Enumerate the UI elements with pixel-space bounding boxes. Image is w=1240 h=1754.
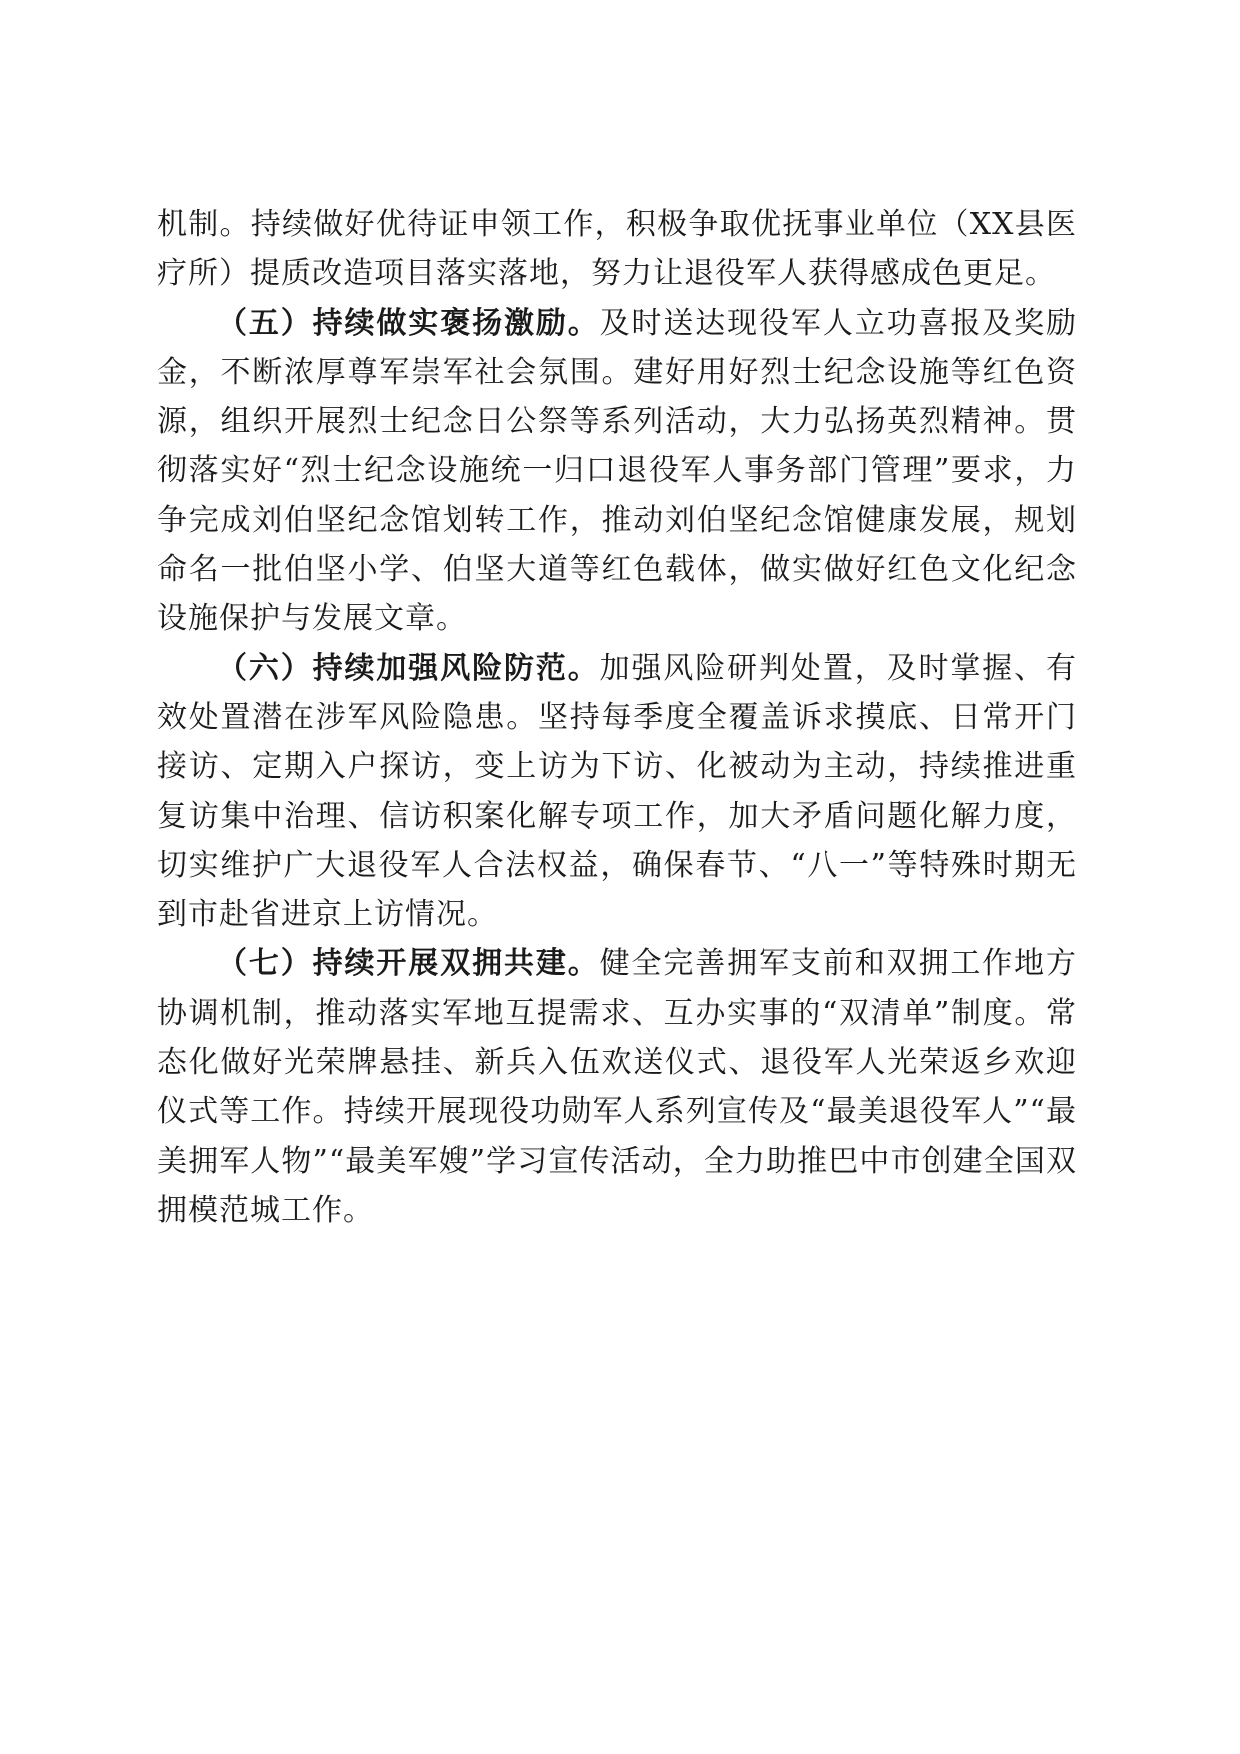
document-body (157, 200, 1077, 1235)
paragraph-body: 机制。持续做好优待证申领工作，积极争取优抚事业单位（XX县医疗所）提质改造项目落实落地，努力让退役军人获得感成色更足。 (157, 207, 1077, 292)
section-heading: （七）持续开展双拥共建。 (217, 946, 600, 982)
paragraph-section-5 (157, 299, 1077, 644)
section-heading: （五）持续做实褒扬激励。 (217, 305, 600, 341)
paragraph-body: 加强风险研判处置，及时掌握、有效处置潜在涉军风险隐患。坚持每季度全覆盖诉求摸底、日常开门接访、定期入户探访，变上访为下访、化被动为主动，持续推进重复访集中治理、信访积案化解专项工作，加大矛盾问题化解力度，切实维护广大退役军人合法权益，确保春节、“八一”等特殊时期无到市赴省进京上访情况。 (157, 650, 1078, 933)
paragraph-body: 健全完善拥军支前和双拥工作地方协调机制，推动落实军地互提需求、互办实事的“双清单”制度。常态化做好光荣牌悬挂、新兵入伍欢送仪式、退役军人光荣返乡欢迎仪式等工作。持续开展现役功勋军人系列宣传及“最美退役军人”“最美拥军人物”“最美军嫂”学习宣传活动，全力助推巴中市创建全国双拥模范城工作。 (157, 946, 1078, 1228)
paragraph-section-6 (157, 644, 1077, 940)
paragraph-body: 及时送达现役军人立功喜报及奖励金，不断浓厚尊军崇军社会氛围。建好用好烈士纪念设施等红色资源，组织开展烈士纪念日公祭等系列活动，大力弘扬英烈精神。贯彻落实好“烈士纪念设施统一归口退役军人事务部门管理”要求，力争完成刘伯坚纪念馆划转工作，推动刘伯坚纪念馆健康发展，规划命名一批伯坚小学、伯坚大道等红色载体，做实做好红色文化纪念设施保护与发展文章。 (157, 305, 1078, 637)
paragraph-section-7 (157, 939, 1077, 1235)
paragraph-continuation (157, 200, 1077, 299)
section-heading: （六）持续加强风险防范。 (217, 650, 600, 686)
